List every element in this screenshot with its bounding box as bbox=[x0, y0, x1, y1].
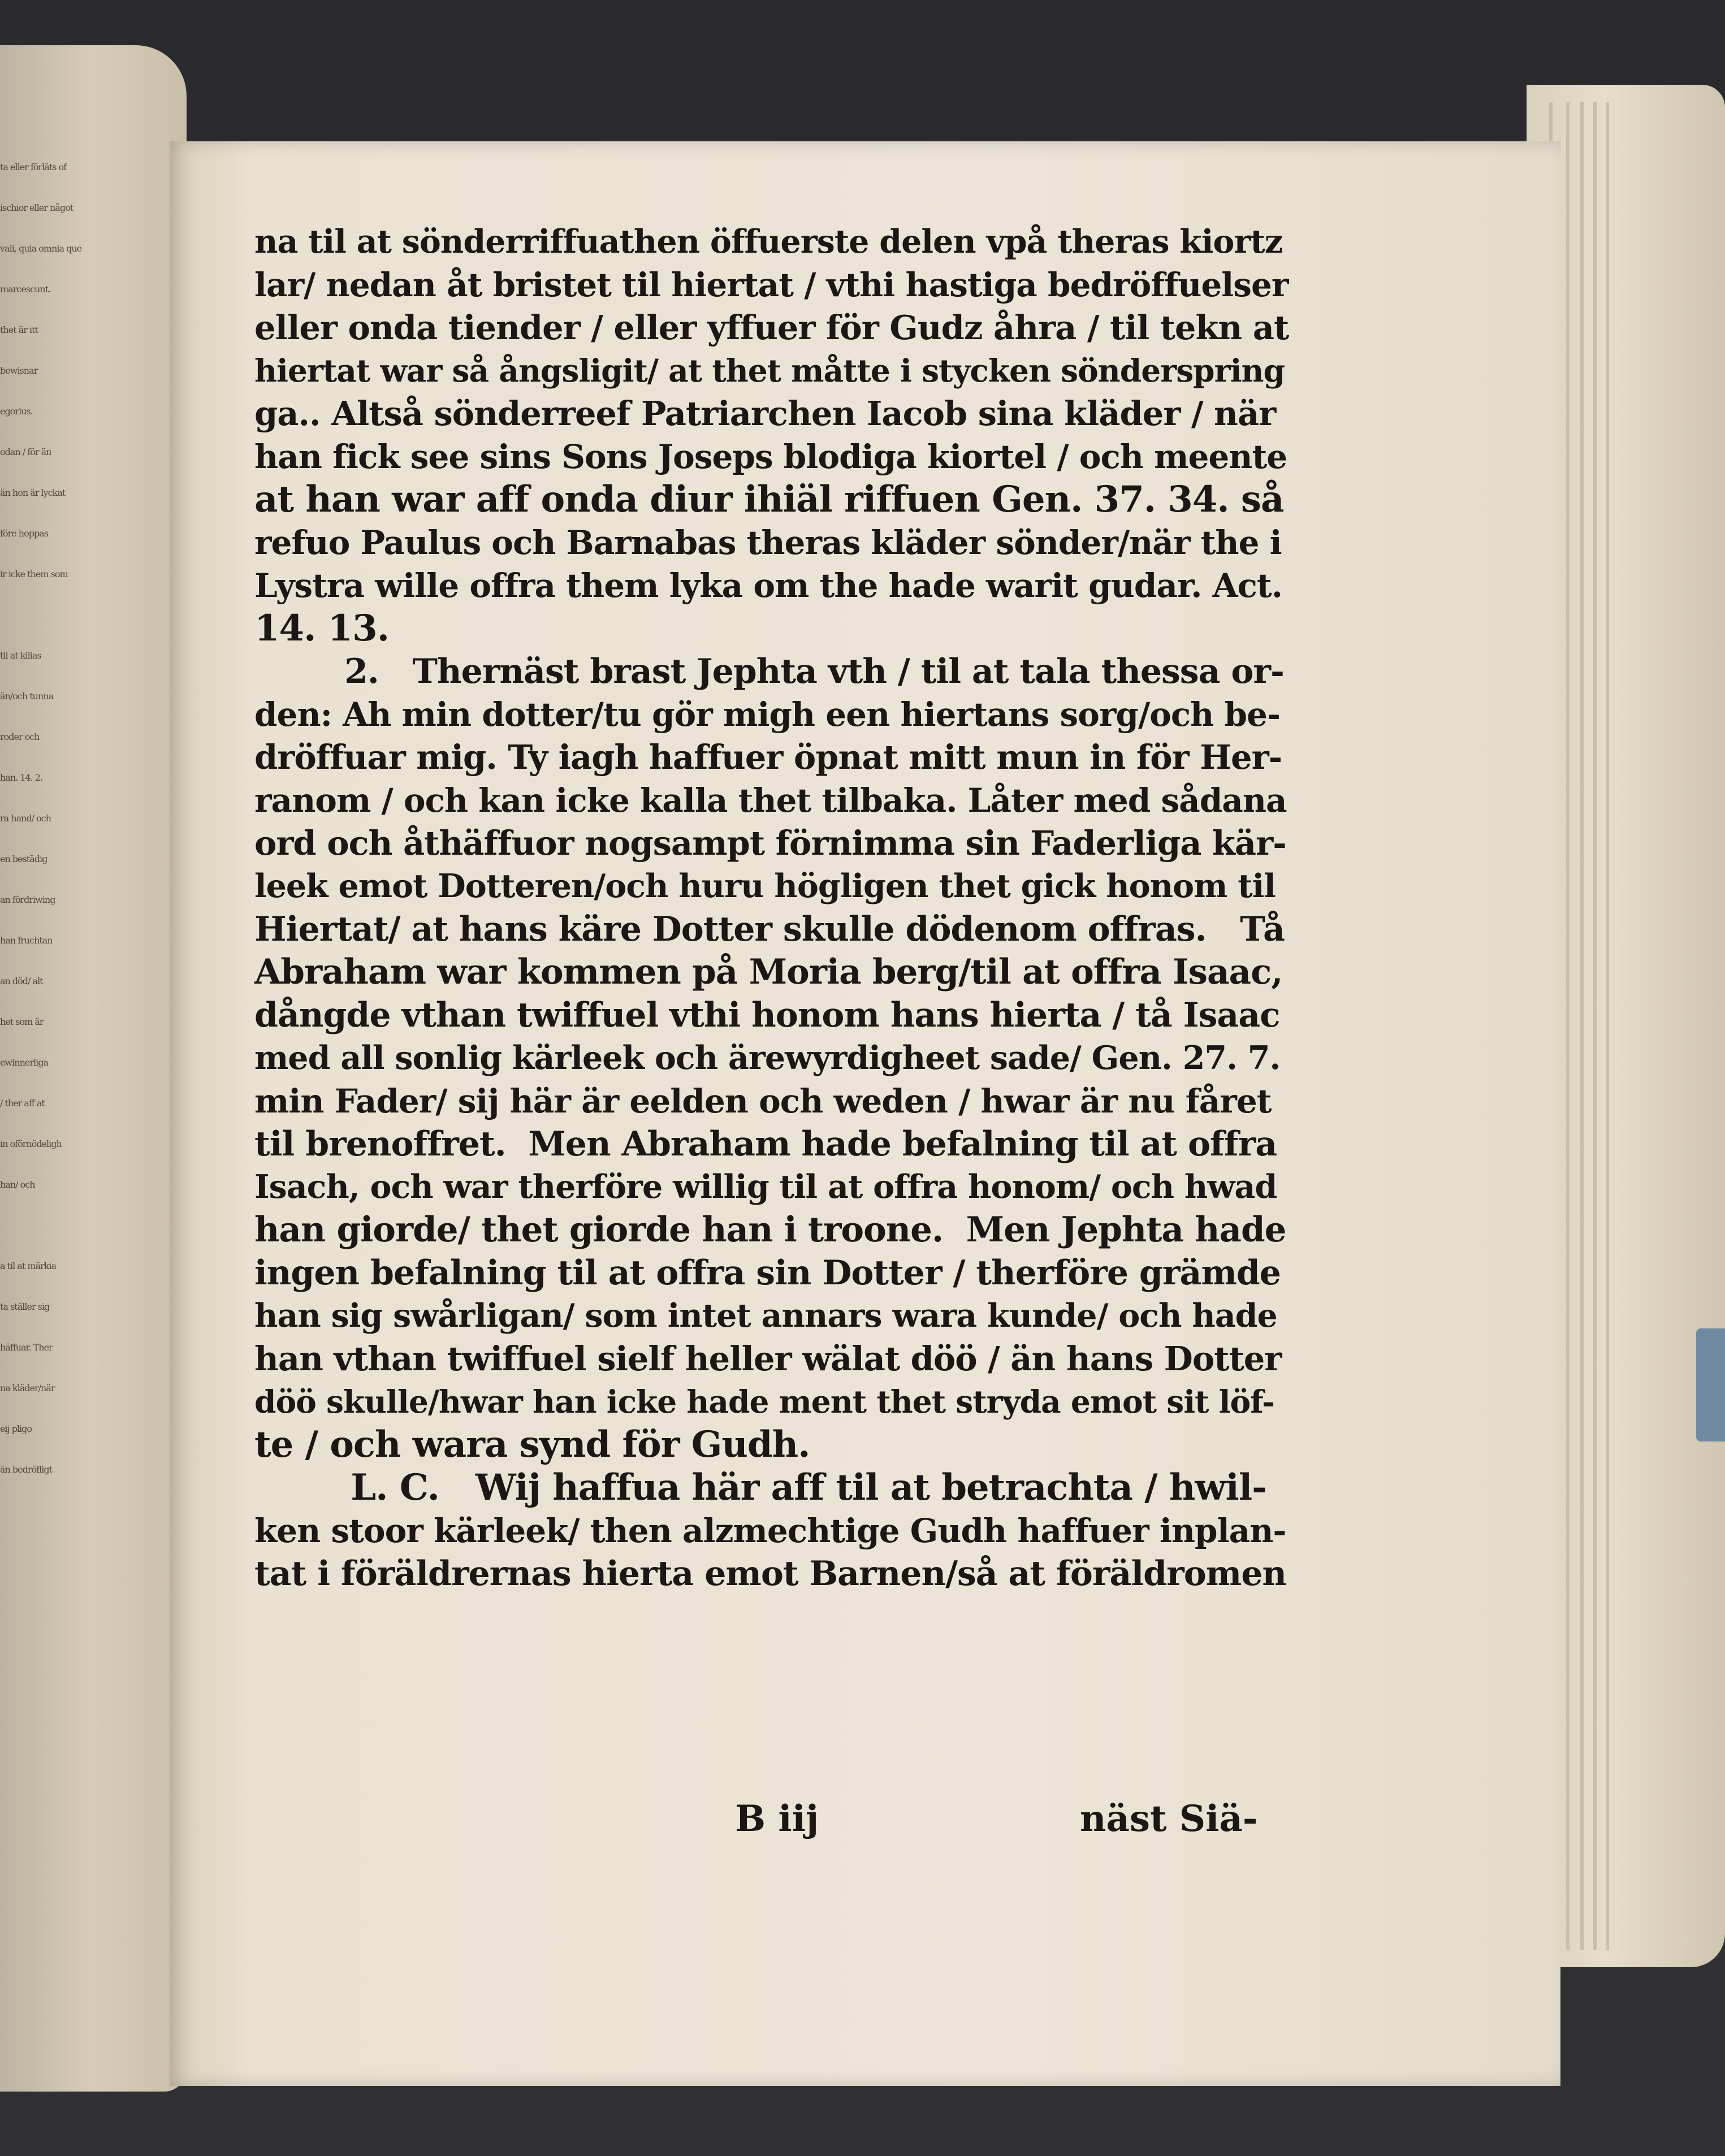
page-tab-marker bbox=[1696, 1328, 1725, 1441]
verso-line: ta ställer sig bbox=[0, 1301, 50, 1312]
text-line: Hiertat/ at hans käre Dotter skulle dödenom offras. Tå bbox=[254, 910, 1285, 949]
text-line: Lystra wille offra them lyka om the hade warit gudar. Act. bbox=[254, 566, 1282, 605]
verso-page bbox=[0, 45, 187, 2092]
text-line: han fick see sins Sons Joseps blodiga kiortel / och meente bbox=[254, 438, 1287, 476]
text-line: dröffuar mig. Ty iagh haffuer öpnat mitt mun in för Her- bbox=[254, 738, 1282, 777]
verso-line: han/ och bbox=[0, 1179, 35, 1190]
text-line: L. C. Wij haffua här aff til at betrachta / hwil- bbox=[254, 1466, 1266, 1509]
verso-line: thet är itt bbox=[0, 324, 38, 335]
verso-line: het som är bbox=[0, 1016, 44, 1027]
text-line: min Fader/ sij här är eelden och weden / hwar är nu fåret bbox=[254, 1082, 1272, 1120]
verso-line: häffuar. Ther bbox=[0, 1342, 53, 1353]
text-line: den: Ah min dotter/tu gör migh een hiertans sorg/och be- bbox=[254, 695, 1281, 734]
text-line: ranom / och kan icke kalla thet tilbaka. Låter med sådana bbox=[254, 781, 1287, 820]
text-line: ord och åthäffuor nogsampt förnimma sin Faderliga kär- bbox=[254, 824, 1286, 863]
recto-page bbox=[170, 141, 1560, 2086]
verso-line: han. 14. 2. bbox=[0, 772, 43, 783]
text-line: med all sonlig kärleek och ärewyrdigheet sade/ Gen. 27. 7. bbox=[254, 1039, 1281, 1077]
text-line: ingen befalning til at offra sin Dotter / therföre grämde bbox=[254, 1253, 1281, 1293]
verso-line: än bedröfligt bbox=[0, 1464, 52, 1475]
text-line: Isach, och war therföre willig til at offra honom/ och hwad bbox=[254, 1168, 1277, 1206]
text-line: tat i föräldrernas hierta emot Barnen/så at föräldromen bbox=[254, 1554, 1287, 1594]
verso-line: ewinnerliga bbox=[0, 1057, 49, 1068]
verso-line: en bestädig bbox=[0, 854, 47, 864]
page-edge bbox=[1566, 102, 1570, 1950]
verso-line: ischior eller något bbox=[0, 202, 74, 213]
verso-line: / ther aff at bbox=[0, 1098, 45, 1109]
text-line: han giorde/ thet giorde han i troone. Men Jephta hade bbox=[254, 1210, 1286, 1250]
text-line: te / och wara synd för Gudh. bbox=[254, 1423, 810, 1466]
text-line: eller onda tiender / eller yffuer för Gudz åhra / til tekn at bbox=[254, 308, 1289, 347]
signature-mark: B iij bbox=[735, 1798, 819, 1840]
page-edge bbox=[1580, 102, 1584, 1950]
text-line: lar/ nedan åt bristet til hiertat / vthi hastiga bedröffuelser bbox=[254, 266, 1289, 304]
page-edge bbox=[1593, 102, 1597, 1950]
page-edge bbox=[1606, 102, 1609, 1950]
verso-line: a til at märkia bbox=[0, 1261, 57, 1271]
text-line: refuo Paulus och Barnabas theras kläder sönder/när the i bbox=[254, 523, 1282, 562]
verso-text-block bbox=[0, 147, 187, 1490]
verso-line: han fruchtan bbox=[0, 935, 53, 946]
text-line: döö skulle/hwar han icke hade ment thet stryda emot sit löf- bbox=[254, 1383, 1274, 1420]
verso-line: vali, quia omnia que bbox=[0, 243, 82, 254]
verso-line: än hon är lyckat bbox=[0, 487, 66, 498]
text-line: 14. 13. bbox=[254, 607, 389, 650]
verso-line: före hoppas bbox=[0, 528, 48, 539]
text-line: at han war aff onda diur ihiäl riffuen Gen. 37. 34. så bbox=[254, 478, 1284, 521]
verso-line: odan / för än bbox=[0, 447, 51, 457]
text-line: ga.. Altså sönderreef Patriarchen Iacob sina kläder / när bbox=[254, 394, 1276, 433]
verso-line: eij pligo bbox=[0, 1423, 32, 1434]
verso-line: ta eller förläts of bbox=[0, 162, 67, 172]
text-line: til brenoffret. Men Abraham hade befalning til at offra bbox=[254, 1124, 1277, 1164]
text-line: 2. Thernäst brast Jephta vth / til at tala thessa or- bbox=[254, 652, 1284, 691]
text-line: han sig swårligan/ som intet annars wara kunde/ och hade bbox=[254, 1297, 1277, 1335]
catchword: näst Siä- bbox=[1080, 1798, 1258, 1840]
verso-line: än/och tunna bbox=[0, 691, 54, 702]
verso-line bbox=[0, 595, 187, 635]
verso-line: an död/ alt bbox=[0, 976, 43, 986]
verso-line: marcescunt. bbox=[0, 284, 51, 295]
text-line: na til at sönderriffuathen öffuerste delen vpå theras kiortz bbox=[254, 223, 1283, 261]
verso-line: bewisnar bbox=[0, 365, 38, 376]
verso-line: na kläder/när bbox=[0, 1383, 55, 1393]
verso-line: ir icke them som bbox=[0, 569, 68, 579]
text-line: ken stoor kärleek/ then alzmechtige Gudh haffuer inplan- bbox=[254, 1512, 1286, 1550]
verso-line: roder och bbox=[0, 731, 40, 742]
text-line: hiertat war så ångsligit/ at thet måtte i stycken sönderspring bbox=[254, 352, 1285, 389]
verso-line: egorius. bbox=[0, 406, 33, 417]
text-line: dångde vthan twiffuel vthi honom hans hierta / tå Isaac bbox=[254, 995, 1280, 1035]
verso-line: ra hand/ och bbox=[0, 813, 51, 824]
verso-line: an fördriwing bbox=[0, 894, 55, 905]
page-text-block bbox=[254, 220, 1289, 1595]
verso-line: til at kilias bbox=[0, 650, 41, 661]
text-line: leek emot Dotteren/och huru högligen thet gick honom til bbox=[254, 867, 1276, 905]
verso-line bbox=[0, 1205, 187, 1246]
text-line: Abraham war kommen på Moria berg/til at offra Isaac, bbox=[254, 952, 1283, 992]
verso-line: in oförnödeligh bbox=[0, 1138, 62, 1149]
text-line: han vthan twiffuel sielf heller wälat döö / än hans Dotter bbox=[254, 1339, 1282, 1378]
